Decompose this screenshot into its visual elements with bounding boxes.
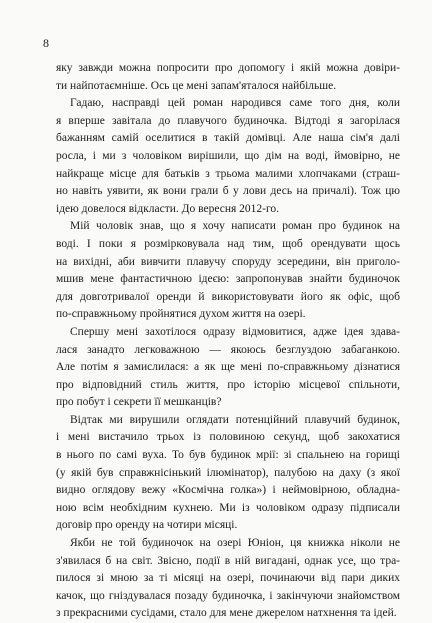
text-line: Відтак ми вирушили оглядати потенційний плавучий будинок, [70,413,400,426]
text-line: по-справжньому пройнятися духом життя на озері. [56,308,306,321]
paragraph [56,535,400,623]
text-line: но навіть уявити, як вони грали б у лови десь на причалі). Тож цю [56,185,400,198]
text-line: мшив мене фантастичною ідеєю: запропонував знайти будиночок [56,273,400,286]
text-line: Гадаю, насправді цей роман народився саме того дня, коли [70,97,400,110]
paragraph [56,60,400,95]
text-line: Мій чоловік знав, що я хочу написати роман про будинок на [70,220,400,233]
text-line: про відповідний стиль життя, про історію місцевої спільноти, [56,378,400,391]
text-line: видно оглядову вежу «Космічна голка») і неймовірною, обладна- [56,484,400,497]
text-line: я вперше завітала до плавучого будиночка. Відтоді я загорілася [56,114,400,127]
paragraph [56,324,400,412]
paragraph [56,412,400,535]
text-line: в нього по самі вуха. То був будинок мрії: зі спальнею на горищі [56,449,400,462]
text-line: качок, що гніздувалася позаду будиночка, і закінчуючи знайомством [56,589,400,602]
text-line: лася занадто легковажною — якоюсь безглуздою забаганкою. [56,343,400,356]
paragraph [56,95,400,218]
text-line: ти найпотаємніше. Ось це мені запам'яталося найбільше. [56,79,337,92]
text-line: Спершу мені захотілося одразу відмовитися, адже ідея здава- [70,325,400,338]
text-line: найкраще місце для батьків з трьома малими хлопчаками (страш- [56,167,400,180]
text-line: воді. І поки я розмірковувала над тим, щоб орендувати щось [56,237,400,250]
text-line: для довготривалої оренди й використовувати його як офіс, щоб [56,290,400,303]
text-line: з прекрасними сусідами, стало для мене джерелом натхнення та ідей. [56,607,397,620]
page-number: 8 [43,36,49,50]
text-line: з'явилася б на світ. Звісно, події в ній вигадані, однак усе, що тра- [56,554,400,567]
text-line: договір про оренду на чотири місяці. [56,519,238,532]
text-line: і мені вистачило трьох із половиною секунд, щоб закохатися [56,431,400,444]
text-line: про побут і секрети її мешканців? [56,396,222,409]
text-line: Якби не той будиночок на озері Юніон, ця книжка ніколи не [70,537,400,550]
text-line: на вихідні, аби вивчити плавучу споруду зсередини, він приголо- [56,255,400,268]
text-line: ідею довелося відкласти. До вересня 2012-го. [56,202,280,215]
body-text [56,60,400,623]
text-line: бажанням самій оселитися в такій домівці. Але наша сім'я далі [56,132,400,145]
text-line: яку завжди можна попросити про допомогу і якій можна довіри- [56,62,400,74]
text-line: ною всім необхідним кухнею. Ми із чоловіком одразу підписали [56,501,400,514]
text-line: (у якій був справжнісінький ілюмінатор), палубою на даху (з якої [56,466,400,479]
paragraph [56,218,400,324]
text-line: пилося зі мною за ті місяці на озері, починаючи від пари диких [56,572,400,585]
text-line: росла, і ми з чоловіком вирішили, що дім на воді, ймовірно, не [56,149,400,162]
text-line: Але потім я замислилася: а як ще мені по-справжньому дізнатися [56,361,400,374]
